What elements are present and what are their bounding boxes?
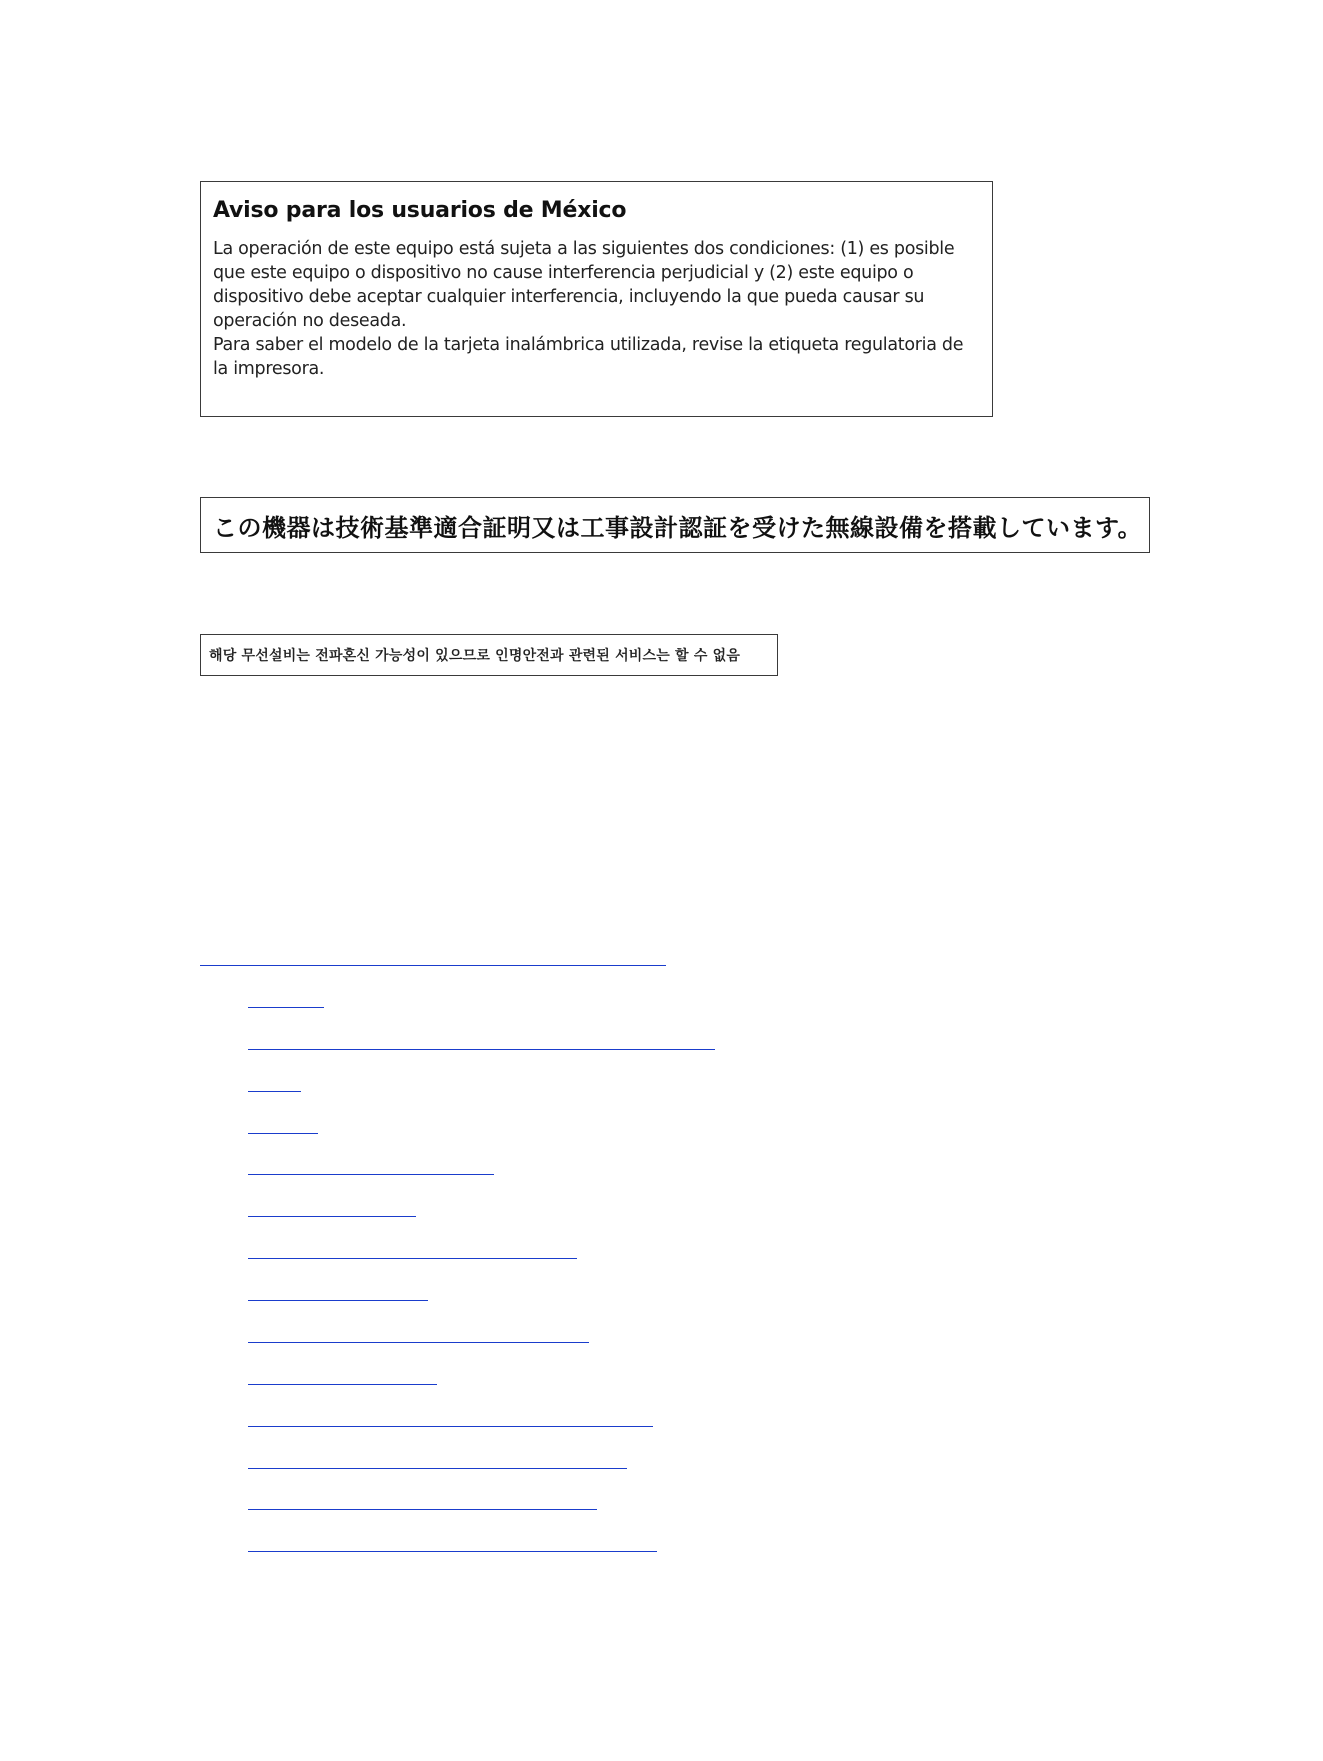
mexico-notice-paragraph-1: La operación de este equipo está sujeta a las siguientes dos condiciones: (1) es posible que este equipo o dispositivo no cause interferencia perjudicial y (2) este equipo o dispositivo debe aceptar cualquier interferencia, incluyendo la que pueda causar su operación no deseada.	[213, 239, 955, 331]
subsection-link[interactable]	[248, 1049, 715, 1050]
subsection-link[interactable]	[248, 1342, 589, 1343]
japan-notice-box	[200, 497, 1150, 553]
subsection-link[interactable]	[248, 1384, 437, 1385]
subsection-link[interactable]	[248, 1468, 627, 1469]
subsection-link[interactable]	[248, 1007, 324, 1008]
subsection-link[interactable]	[248, 1133, 318, 1134]
subsection-link[interactable]	[248, 1174, 494, 1175]
japan-notice-text: この機器は技術基準適合証明又は工事設計認証を受けた無線設備を搭載しています。	[213, 513, 1143, 542]
korea-notice-text: 해당 무선설비는 전파혼신 가능성이 있으므로 인명안전과 관련된 서비스는 할 수 없음	[209, 648, 741, 664]
subsection-link[interactable]	[248, 1300, 428, 1301]
korea-notice-box	[200, 634, 778, 676]
section-link[interactable]	[200, 965, 666, 966]
mexico-notice-box	[200, 181, 993, 417]
subsection-link[interactable]	[248, 1509, 597, 1510]
subsection-link[interactable]	[248, 1216, 416, 1217]
mexico-notice-title: Aviso para los usuarios de México	[213, 198, 627, 223]
mexico-notice-body	[213, 237, 980, 381]
subsection-link[interactable]	[248, 1426, 653, 1427]
mexico-notice-paragraph-2: Para saber el modelo de la tarjeta inalámbrica utilizada, revise la etiqueta regulatoria de la impresora.	[213, 335, 964, 379]
subsection-link[interactable]	[248, 1551, 657, 1552]
subsection-link[interactable]	[248, 1258, 577, 1259]
subsection-link[interactable]	[248, 1091, 301, 1092]
